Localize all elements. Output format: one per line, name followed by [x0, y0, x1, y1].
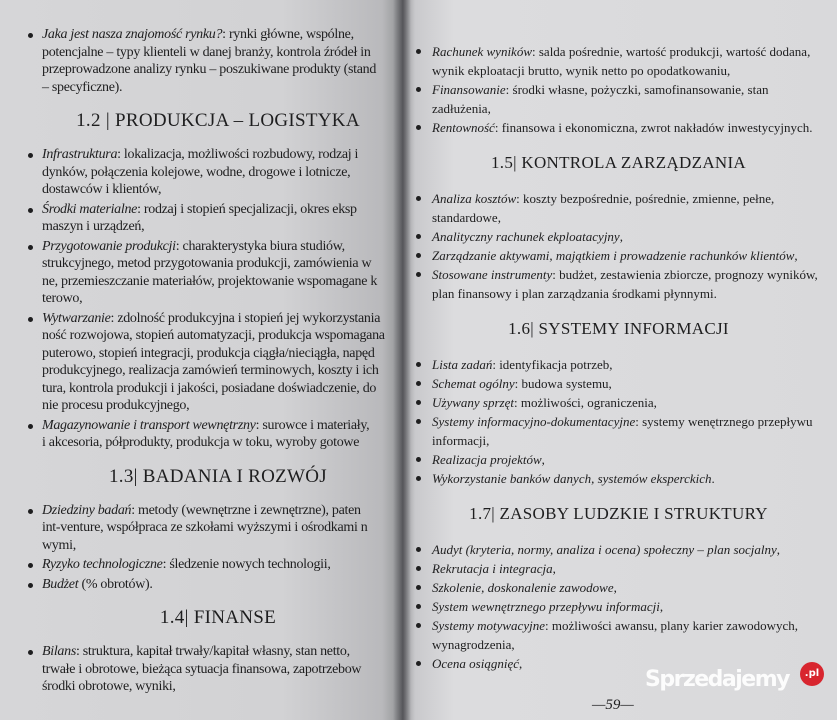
item-text: tura, kontrola produkcji i jakości, posiadane doświadczenie, do — [42, 380, 377, 396]
list-item — [416, 118, 821, 137]
list-item — [28, 201, 408, 236]
item-text: – specyficzne). — [42, 79, 123, 95]
section-heading: 1.5| KONTROLA ZARZĄDZANIA — [490, 153, 747, 172]
text-line — [42, 255, 408, 273]
list-item — [28, 26, 408, 96]
list-item — [416, 597, 821, 616]
item-text: strukcyjnego, metod przygotowania produkcji, zamówienia w — [42, 256, 372, 271]
item-text: maszyn i urządzeń, — [42, 219, 145, 234]
list-item — [28, 502, 408, 555]
item-text: , — [619, 229, 623, 244]
text-line — [42, 380, 408, 398]
text-line — [42, 434, 408, 452]
item-label: Magazynowanie i transport wewnętrzny — [42, 417, 256, 433]
list-item — [416, 265, 821, 303]
item-label: Wytwarzanie — [42, 310, 111, 326]
item-label: Rentowność — [432, 120, 495, 135]
watermark-logo: Sprzedajemy — [645, 667, 789, 692]
text-line — [42, 643, 408, 661]
text-line — [42, 218, 408, 236]
text-line — [42, 164, 408, 182]
item-label: Analiza kosztów — [432, 191, 517, 206]
item-label: Analityczny rachunek ekploatacyjny — [432, 229, 620, 244]
page-number: —59— — [592, 697, 634, 713]
text-line — [42, 79, 408, 97]
list-item — [416, 246, 821, 265]
list-item — [28, 238, 408, 308]
item-text: ne, przemieszczanie materiałów, projektowanie wspomagane k — [42, 273, 378, 289]
item-label: Lista zadań — [432, 357, 493, 372]
section-heading: 1.6| SYSTEMY INFORMACJI — [508, 319, 729, 338]
item-text: , — [794, 248, 798, 263]
right-page — [402, 0, 837, 720]
section-heading: 1.7| ZASOBY LUDZKIE I STRUKTURY — [469, 504, 768, 523]
item-text: produkcyjnego, realizacja zamówień terminowych, koszty i ich — [42, 363, 379, 378]
item-text: int-venture, współpraca ze szkołami wyższymi i ośrodkami n — [42, 520, 368, 535]
item-label: Finansowanie — [432, 82, 506, 97]
item-label: Systemy motywacyjne — [432, 618, 545, 633]
item-text: przeprowadzone analizy rynku – poszukiwane produkty (stand — [42, 62, 377, 77]
text-line — [42, 201, 408, 219]
item-label: Używany sprzęt — [432, 395, 514, 410]
section-heading: 1.2 | PRODUKCJA – LOGISTYKA — [76, 110, 360, 131]
item-text: : możliwości, ograniczenia, — [513, 395, 657, 410]
item-label: Przygotowanie produkcji — [42, 238, 176, 254]
text-line — [42, 290, 408, 308]
item-text: trwałe i obrotowe, bieżąca sytuacja finansowa, zapotrzebow — [42, 661, 362, 677]
list-item — [416, 559, 821, 578]
item-text: terowo, — [42, 291, 83, 306]
text-line — [42, 345, 408, 363]
item-label: Dziedziny badań — [42, 502, 132, 518]
list-item — [416, 578, 821, 597]
list-item — [28, 310, 408, 415]
list-item — [416, 469, 821, 488]
list-item — [28, 146, 408, 199]
item-text: : zdolność produkcyjna i stopień jej wykorzystania — [110, 310, 381, 326]
list-item — [416, 227, 821, 246]
list-item — [416, 80, 821, 118]
item-label: Audyt (kryteria, normy, analiza i ocena) społeczny – plan socjalny — [432, 542, 777, 557]
item-text: , — [519, 656, 523, 671]
section-heading: 1.4| FINANSE — [159, 607, 277, 628]
item-text: : identyfikacja potrzeb, — [492, 357, 613, 372]
item-text: : możliwości awansu, plany karier zawodowych, wynagrodzenia, — [432, 618, 799, 652]
item-text: : systemy wenętrznego przepływu informacji, — [432, 414, 813, 448]
list-item — [28, 556, 408, 574]
item-label: Schemat ogólny — [432, 376, 515, 391]
list-item — [416, 189, 821, 227]
text-line — [42, 519, 408, 537]
item-label: Systemy informacyjno-dokumentacyjne — [432, 414, 636, 429]
item-text: , — [613, 580, 617, 595]
text-line — [42, 310, 408, 328]
item-text: dostawców i klientów, — [42, 182, 162, 197]
text-line — [42, 417, 408, 435]
item-text: : koszty bezpośrednie, pośrednie, zmienne, pełne, standardowe, — [432, 191, 775, 225]
text-line — [42, 397, 408, 415]
item-text: (% obrotów). — [78, 576, 153, 592]
text-line — [42, 362, 408, 380]
item-label: Wykorzystanie banków danych, systemów eksperckich — [432, 471, 712, 486]
item-label: Szkolenie, doskonalenie zawodowe — [432, 580, 614, 595]
text-line — [42, 556, 408, 574]
item-text: : charakterystyka biura studiów, — [175, 238, 345, 254]
list-item — [416, 355, 821, 374]
item-text: : śledzenie nowych technologii, — [162, 557, 331, 572]
item-label: Bilans — [42, 644, 76, 659]
item-label: System wewnętrznego przepływu informacji — [432, 599, 660, 614]
item-label: Ocena osiągnięć — [432, 656, 520, 671]
list-item — [416, 450, 821, 469]
list-item — [28, 643, 408, 696]
text-line — [42, 181, 408, 199]
item-text: : salda pośrednie, wartość produkcji, wartość dodana, wynik ekploatacji brutto, wynik netto po opodatkowaniu, — [432, 44, 811, 78]
item-label: Stosowane instrumenty — [432, 267, 553, 282]
text-line — [42, 576, 408, 594]
item-text: puterowo, stopień integracji, produkcja ciągła/nieciągła, napęd — [42, 345, 375, 361]
section-heading: 1.3| BADANIA I ROZWÓJ — [108, 465, 328, 487]
text-line — [42, 537, 408, 555]
item-label: Jaka jest nasza znajomość rynku? — [42, 27, 223, 42]
item-text: : rynki główne, wspólne, — [222, 27, 354, 42]
text-line — [42, 327, 408, 345]
item-label: Rekrutacja i integracja — [432, 561, 553, 576]
item-text: : surowce i materiały, — [255, 417, 370, 433]
list-item — [416, 412, 821, 450]
item-label: Rachunek wyników — [432, 44, 532, 59]
left-page-content — [28, 26, 408, 698]
text-line — [42, 502, 408, 520]
item-text: : metody (wewnętrzne i zewnętrzne), paten — [131, 502, 361, 518]
item-label: Budżet — [42, 576, 79, 592]
text-line — [42, 44, 408, 62]
item-text: nie procesu produkcyjnego, — [42, 398, 190, 413]
list-item — [416, 42, 821, 80]
item-text: wymi, — [42, 537, 76, 553]
text-line — [42, 678, 408, 696]
item-label: Infrastruktura — [42, 147, 118, 162]
item-text: , — [776, 542, 781, 557]
list-item — [28, 417, 408, 452]
item-text: : środki własne, pożyczki, samofinansowanie, stan zadłużenia, — [432, 82, 769, 116]
watermark-badge: .pl — [800, 662, 824, 686]
text-line — [42, 61, 408, 79]
item-text: , — [541, 452, 545, 467]
list-item — [28, 576, 408, 594]
text-line — [42, 26, 408, 44]
item-text: , — [552, 561, 556, 576]
item-text: potencjalne – typy klienteli w danej branży, kontrola źródeł in — [42, 44, 371, 60]
list-item — [416, 374, 821, 393]
item-text: środki obrotowe, wyniki, — [42, 679, 176, 694]
list-item — [416, 393, 821, 412]
item-text: : struktura, kapitał trwały/kapitał własny, stan netto, — [75, 644, 350, 659]
item-text: . — [711, 471, 715, 486]
left-page — [0, 0, 402, 720]
right-page-content — [416, 42, 821, 673]
text-line — [42, 238, 408, 256]
item-label: Zarządzanie aktywami, majątkiem i prowadzenie rachunków klientów — [432, 248, 795, 263]
item-text: dynków, połączenia kolejowe, wodne, drogowe i lotnicze, — [42, 164, 351, 180]
item-text: ność rozwojowa, stopień automatyzacji, produkcja wspomagana — [42, 328, 385, 343]
item-text: : lokalizacja, możliwości rozbudowy, rodzaj i — [117, 147, 359, 162]
item-label: Środki materialne — [42, 201, 138, 217]
text-line — [42, 273, 408, 291]
item-text: i akcesoria, półprodukty, produkcja w toku, wyroby gotowe — [42, 435, 360, 450]
item-label: Ryzyko technologiczne — [42, 557, 163, 572]
item-label: Realizacja projektów — [432, 452, 542, 467]
item-text: : budżet, zestawienia zbiorcze, prognozy wyników, plan finansowy i plan zarządzania środkami płynnymi. — [432, 267, 818, 301]
item-text: , — [659, 599, 664, 614]
item-text: : finansowa i ekonomiczna, zwrot nakładów inwestycyjnych. — [494, 120, 813, 135]
item-text: : budowa systemu, — [514, 376, 612, 391]
item-text: : rodzaj i stopień specjalizacji, okres eksp — [137, 201, 357, 217]
text-line — [42, 661, 408, 679]
list-item — [416, 540, 821, 559]
list-item — [416, 616, 821, 654]
text-line — [42, 146, 408, 164]
